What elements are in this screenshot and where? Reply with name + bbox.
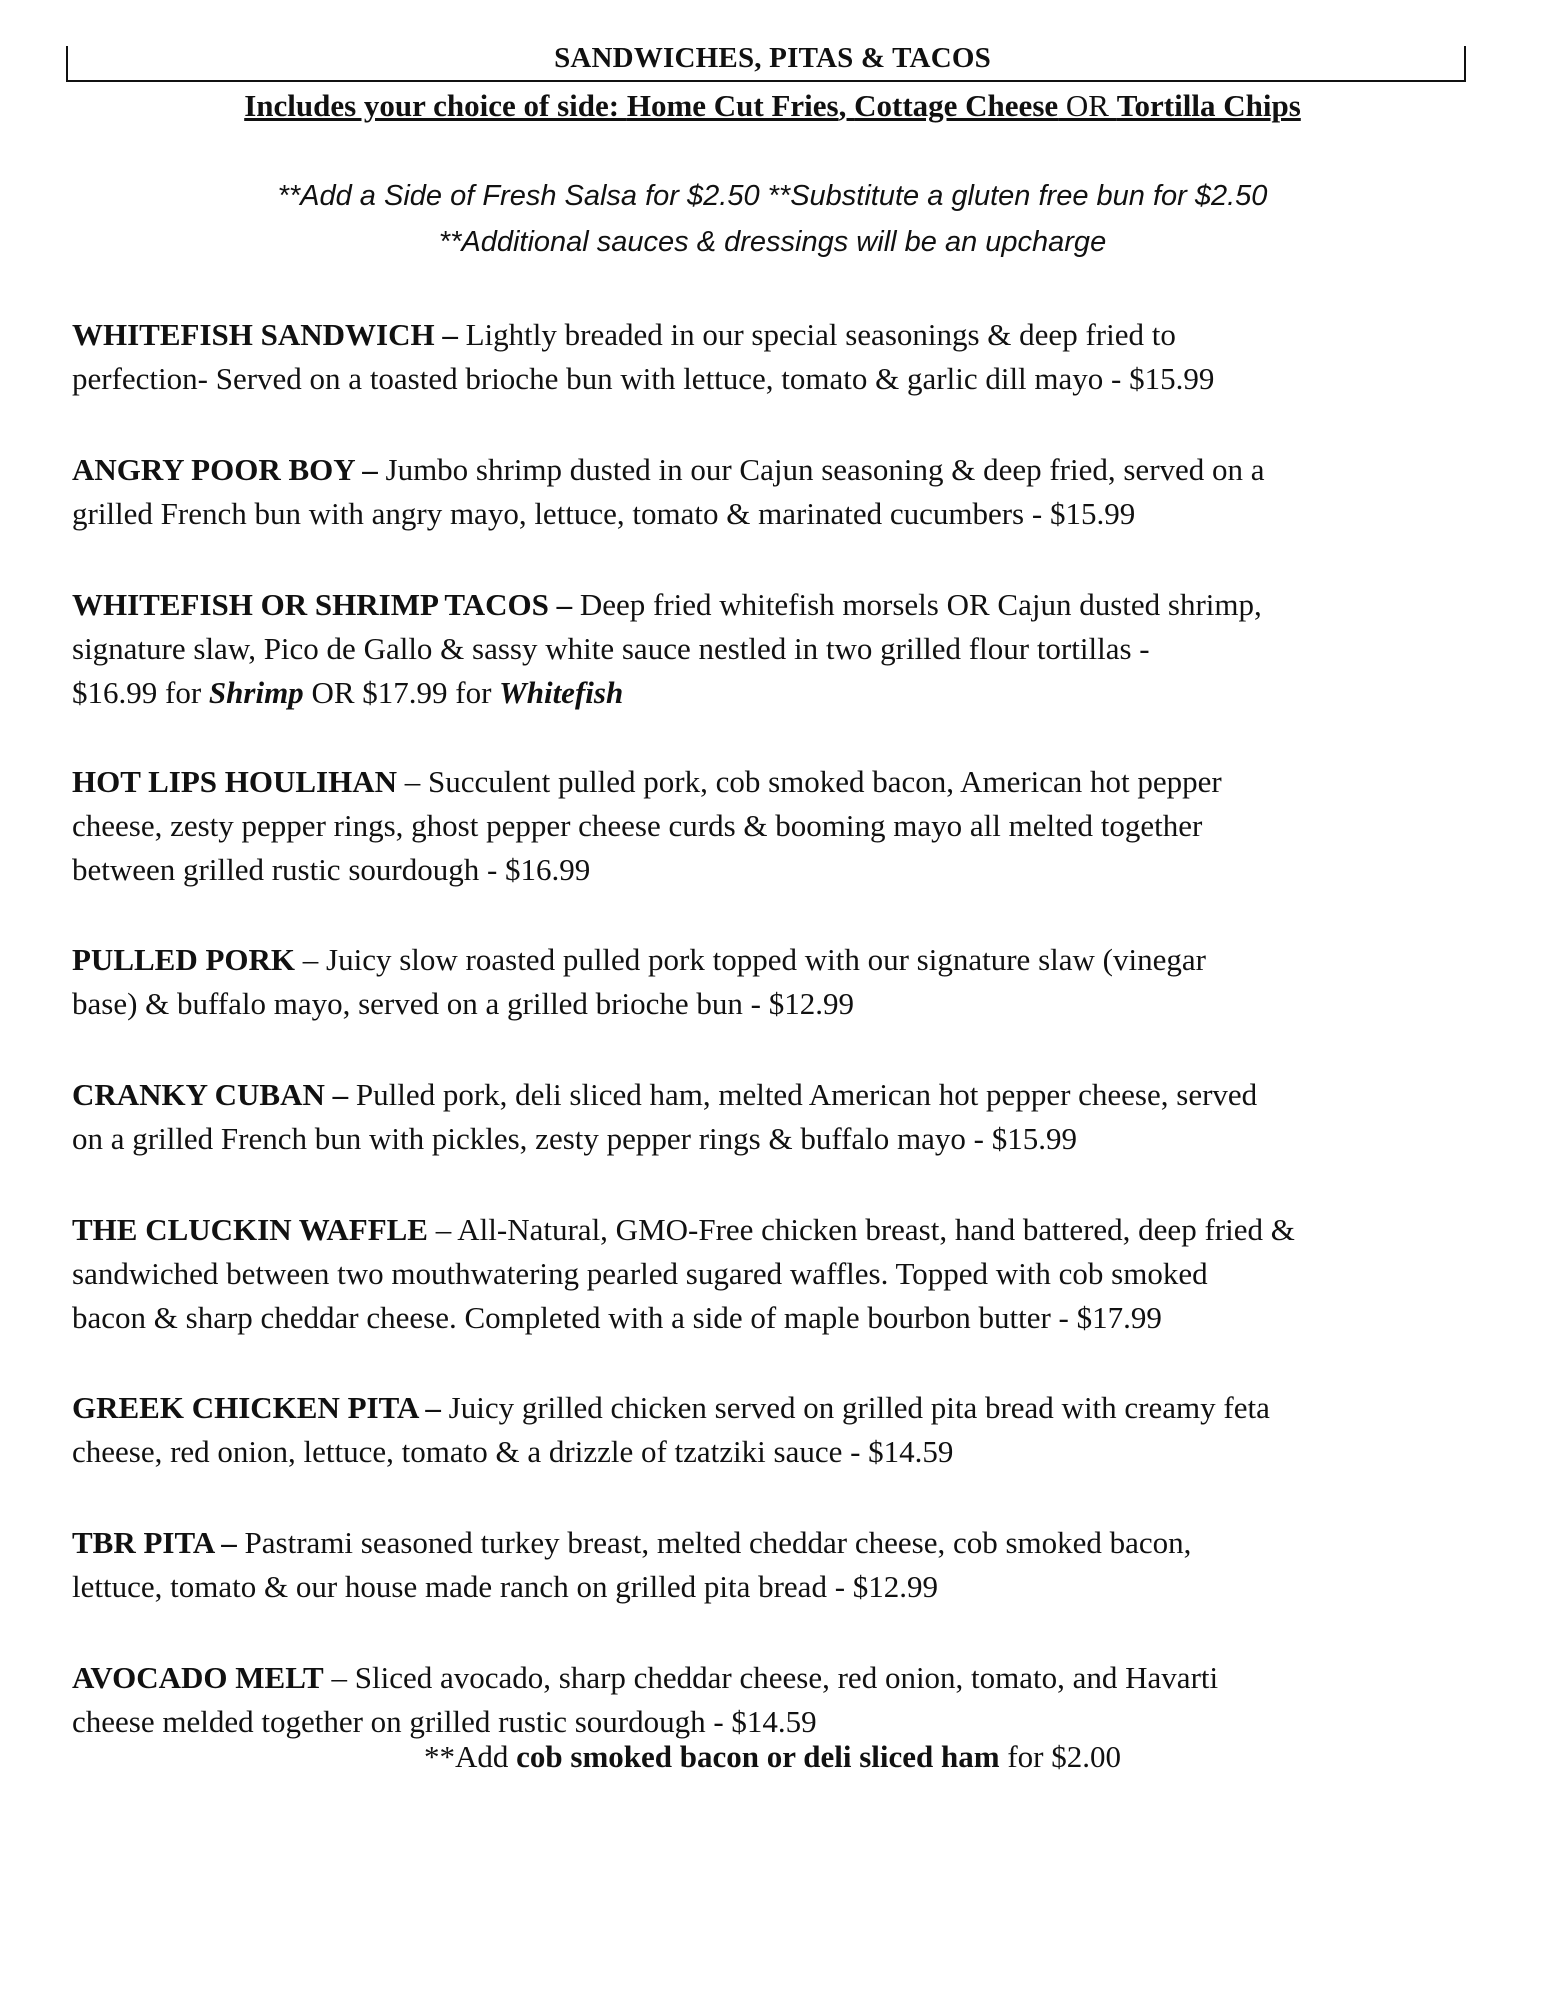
- item-name: TBR PITA –: [72, 1525, 237, 1560]
- item-line: [72, 1208, 1472, 1252]
- side-cottage-cheese: Cottage Cheese: [854, 88, 1059, 123]
- sides-prefix: Includes your choice of side:: [244, 88, 627, 123]
- item-desc: – Succulent pulled pork, cob smoked bacon, American hot pepper: [397, 764, 1222, 799]
- item-line: cheese, zesty pepper rings, ghost pepper cheese curds & booming mayo all melted together: [72, 808, 1203, 843]
- menu-item-cluckin-waffle: [72, 1208, 1472, 1340]
- item-desc: Deep fried whitefish morsels OR Cajun dusted shrimp,: [572, 587, 1262, 622]
- item-desc: – Juicy slow roasted pulled pork topped with our signature slaw (vinegar: [295, 942, 1206, 977]
- menu-item-angry-poor-boy: [72, 448, 1472, 536]
- item-line: perfection- Served on a toasted brioche bun with lettuce, tomato & garlic dill mayo - $15.99: [72, 361, 1215, 396]
- side-sep: ,: [838, 88, 855, 123]
- menu-item-tbr-pita: [72, 1521, 1472, 1609]
- side-or: OR: [1058, 88, 1117, 123]
- label-shrimp: Shrimp: [208, 675, 304, 710]
- side-choices: [0, 88, 1545, 124]
- price-shrimp: $16.99 for: [72, 675, 209, 710]
- item-name: WHITEFISH OR SHRIMP TACOS –: [72, 587, 573, 622]
- item-line: [72, 313, 1472, 357]
- item-line: [72, 760, 1472, 804]
- menu-item-whitefish-sandwich: [72, 313, 1472, 401]
- item-line: [72, 448, 1472, 492]
- item-desc: Pastrami seasoned turkey breast, melted cheddar cheese, cob smoked bacon,: [236, 1525, 1192, 1560]
- item-line: [72, 1386, 1472, 1430]
- item-name: AVOCADO MELT: [72, 1660, 324, 1695]
- menu-item-whitefish-shrimp-tacos: [72, 583, 1472, 715]
- item-line: [72, 671, 1472, 715]
- note-sauces-upcharge: **Additional sauces & dressings will be an upcharge: [438, 226, 1107, 258]
- item-line: cheese, red onion, lettuce, tomato & a drizzle of tzatziki sauce - $14.59: [72, 1434, 954, 1469]
- item-name: CRANKY CUBAN –: [72, 1077, 349, 1112]
- addon-prefix: **Add: [424, 1739, 517, 1774]
- item-line: [72, 1073, 1472, 1117]
- addon-bold: cob smoked bacon or deli sliced ham: [516, 1739, 1000, 1774]
- menu-item-avocado-melt: [72, 1656, 1472, 1744]
- item-line: [72, 938, 1472, 982]
- item-line: cheese melded together on grilled rustic sourdough - $14.59: [72, 1704, 817, 1739]
- item-line: signature slaw, Pico de Gallo & sassy white sauce nestled in two grilled flour tortillas -: [72, 631, 1150, 666]
- item-desc: Juicy grilled chicken served on grilled pita bread with creamy feta: [440, 1390, 1270, 1425]
- item-line: [72, 1521, 1472, 1565]
- menu-item-pulled-pork: [72, 938, 1472, 1026]
- item-line: between grilled rustic sourdough - $16.99: [72, 852, 591, 887]
- label-whitefish: Whitefish: [499, 675, 624, 710]
- side-fries: Home Cut Fries: [626, 88, 839, 123]
- item-line: sandwiched between two mouthwatering pearled sugared waffles. Topped with cob smoked: [72, 1256, 1208, 1291]
- item-name: WHITEFISH SANDWICH –: [72, 317, 458, 352]
- item-line: bacon & sharp cheddar cheese. Completed with a side of maple bourbon butter - $17.99: [72, 1300, 1162, 1335]
- item-line: [72, 1656, 1472, 1700]
- item-name: GREEK CHICKEN PITA –: [72, 1390, 441, 1425]
- item-desc: Lightly breaded in our special seasonings & deep fried to: [457, 317, 1176, 352]
- item-name: THE CLUCKIN WAFFLE: [72, 1212, 428, 1247]
- item-name: ANGRY POOR BOY –: [72, 452, 378, 487]
- item-line: [72, 583, 1472, 627]
- addon-suffix: for $2.00: [999, 1739, 1121, 1774]
- item-name: PULLED PORK: [72, 942, 296, 977]
- item-line: base) & buffalo mayo, served on a grilled brioche bun - $12.99: [72, 986, 854, 1021]
- menu-item-hot-lips-houlihan: [72, 760, 1472, 892]
- menu-item-cranky-cuban: [72, 1073, 1472, 1161]
- note-salsa-gluten-free: **Add a Side of Fresh Salsa for $2.50 **Substitute a gluten free bun for $2.50: [277, 180, 1268, 212]
- menu-item-greek-chicken-pita: [72, 1386, 1472, 1474]
- item-line: on a grilled French bun with pickles, zesty pepper rings & buffalo mayo - $15.99: [72, 1121, 1077, 1156]
- item-desc: Jumbo shrimp dusted in our Cajun seasoning & deep fried, served on a: [377, 452, 1265, 487]
- item-line: grilled French bun with angry mayo, lettuce, tomato & marinated cucumbers - $15.99: [72, 496, 1136, 531]
- item-name: HOT LIPS HOULIHAN: [72, 764, 398, 799]
- addon-note: [0, 1739, 1545, 1775]
- price-whitefish: OR $17.99 for: [303, 675, 500, 710]
- item-desc: – Sliced avocado, sharp cheddar cheese, red onion, tomato, and Havarti: [323, 1660, 1219, 1695]
- side-tortilla-chips: Tortilla Chips: [1116, 88, 1301, 123]
- item-desc: Pulled pork, deli sliced ham, melted American hot pepper cheese, served: [348, 1077, 1258, 1112]
- page-title: SANDWICHES, PITAS & TACOS: [554, 42, 991, 74]
- item-line: lettuce, tomato & our house made ranch on grilled pita bread - $12.99: [72, 1569, 939, 1604]
- item-desc: – All-Natural, GMO-Free chicken breast, hand battered, deep fried &: [428, 1212, 1295, 1247]
